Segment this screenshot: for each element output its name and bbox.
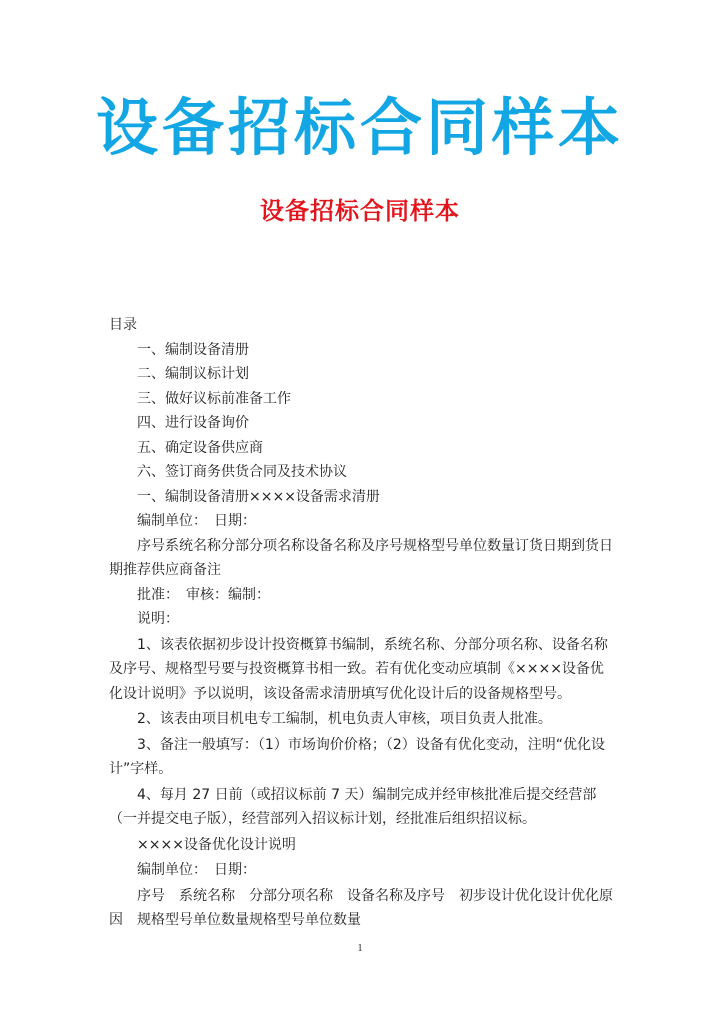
paragraph: 批准： 审核：编制： bbox=[137, 586, 270, 603]
paragraph: 说明： bbox=[137, 611, 179, 627]
toc-item: 五、确定设备供应商 bbox=[137, 439, 263, 456]
toc-heading: 目录 bbox=[109, 317, 137, 333]
toc-item: 三、做好议标前准备工作 bbox=[137, 390, 291, 407]
paragraph: 2、该表由项目机电专工编制，机电负责人审核，项目负责人批准。 bbox=[137, 711, 552, 727]
toc-item: 四、进行设备询价 bbox=[137, 415, 249, 431]
paragraph: 4、每月 27 日前（或招议标前 7 天）编制完成并经审核批准后提交经营部（一并提交电子版），经营部列入招议标计划，经批准后组织招议标。 bbox=[109, 786, 597, 827]
section-heading: 一、编制设备清册××××设备需求清册 bbox=[137, 488, 380, 505]
paragraph: 编制单位： 日期： bbox=[137, 862, 256, 878]
toc-item: 二、编制议标计划 bbox=[137, 366, 249, 382]
paragraph: 序号 系统名称 分部分项名称 设备名称及序号 初步设计优化设计优化原因 规格型号单位数量规格型号单位数量 bbox=[109, 887, 613, 928]
paragraph: 编制单位： 日期： bbox=[137, 513, 256, 529]
banner-title: 设备招标合同样本 bbox=[95, 91, 624, 164]
toc-item: 六、签订商务供货合同及技术协议 bbox=[137, 464, 347, 480]
document-title: 设备招标合同样本 bbox=[260, 197, 460, 225]
page-number: 1 bbox=[357, 942, 363, 954]
paragraph: ××××设备优化设计说明 bbox=[137, 836, 296, 853]
paragraph: 3、备注一般填写：（1）市场询价价格；（2）设备有优化变动，注明“优化设计”字样。 bbox=[109, 736, 605, 777]
paragraph: 序号系统名称分部分项名称设备名称及序号规格型号单位数量订货日期到货日期推荐供应商备注 bbox=[109, 537, 613, 578]
paragraph: 1、该表依据初步设计投资概算书编制，系统名称、分部分项名称、设备名称及序号、规格型号要与投资概算书相一致。若有优化变动应填制《××××设备优化设计说明》予以说明，该设备需求清册填写优化设计后的设备规格型号。 bbox=[109, 636, 608, 702]
document-body bbox=[109, 313, 617, 933]
toc-item: 一、编制设备清册 bbox=[137, 341, 249, 358]
